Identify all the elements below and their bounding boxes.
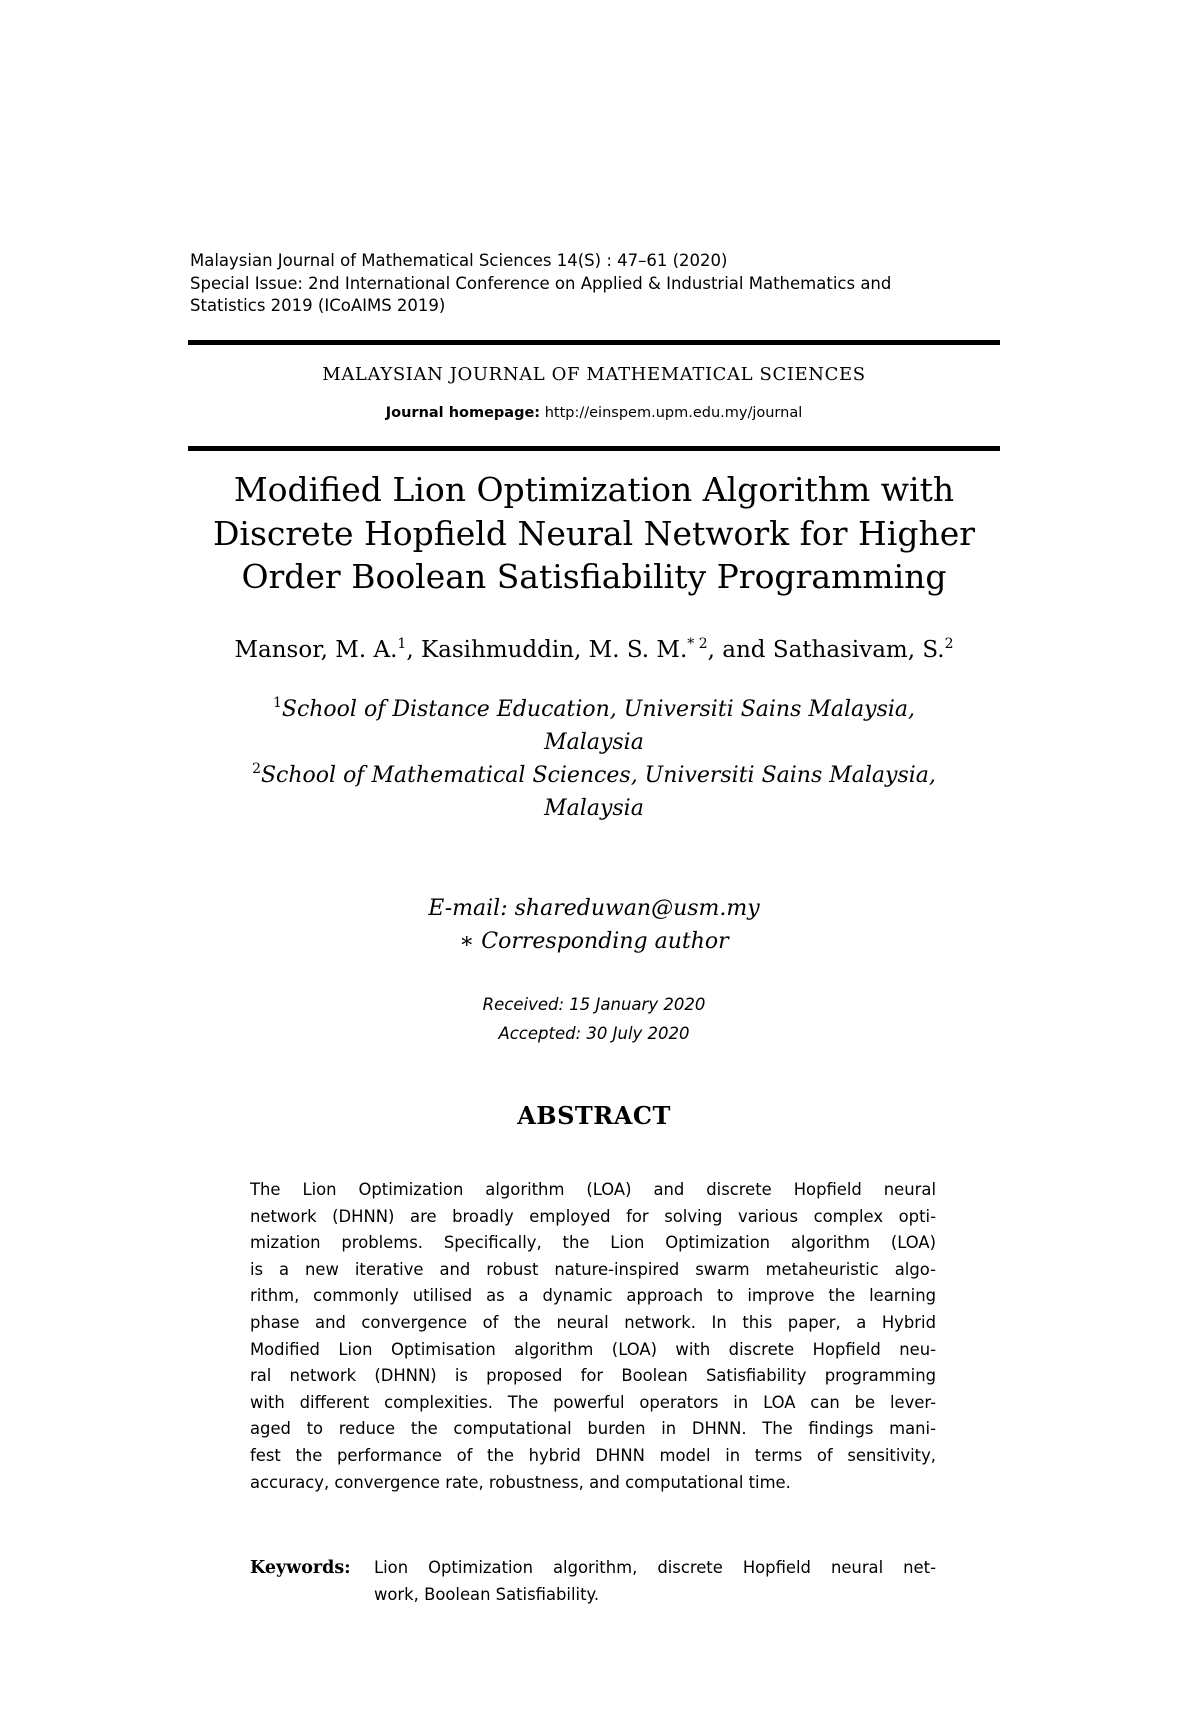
abstract-line: accuracy, convergence rate, robustness, and computational time. bbox=[250, 1472, 791, 1492]
journal-info-line: Malaysian Journal of Mathematical Sciences 14(S) : 47–61 (2020) bbox=[190, 251, 728, 270]
author-name: Kasihmuddin, M. S. M. bbox=[420, 637, 688, 663]
abstract-line: with different complexities. The powerful operators in LOA can be lever- bbox=[250, 1392, 936, 1412]
title-line: Order Boolean Satisfiability Programming bbox=[241, 557, 947, 596]
abstract-line: mization problems. Specifically, the Lion Optimization algorithm (LOA) bbox=[250, 1233, 936, 1253]
affiliation-text: School of Mathematical Sciences, Universiti Sains Malaysia, bbox=[260, 763, 936, 788]
article-dates bbox=[188, 990, 1000, 1048]
homepage-label: Journal homepage: bbox=[385, 405, 541, 421]
affiliation-text: School of Distance Education, Universiti Sains Malaysia, bbox=[281, 697, 916, 722]
journal-homepage bbox=[188, 405, 1000, 421]
abstract-line: aged to reduce the computational burden in DHNN. The findings mani- bbox=[250, 1419, 936, 1439]
affiliation-number: 2 bbox=[252, 761, 261, 777]
affiliation-line: Malaysia bbox=[544, 796, 644, 821]
journal-citation-info bbox=[190, 250, 1010, 318]
author-affiliation-mark: * 2 bbox=[687, 636, 708, 652]
abstract-line: rithm, commonly utilised as a dynamic approach to improve the learning bbox=[250, 1286, 936, 1306]
accepted-date: Accepted: 30 July 2020 bbox=[498, 1024, 690, 1043]
author-separator: , and bbox=[707, 637, 773, 663]
abstract-line: fest the performance of the hybrid DHNN model in terms of sensitivity, bbox=[250, 1445, 936, 1465]
abstract-line: phase and convergence of the neural network. In this paper, a Hybrid bbox=[250, 1312, 936, 1332]
abstract-line: Modified Lion Optimisation algorithm (LOA) with discrete Hopfield neu- bbox=[250, 1339, 936, 1359]
contact-info bbox=[188, 892, 1000, 958]
abstract-line: is a new iterative and robust nature-inspired swarm metaheuristic algo- bbox=[250, 1259, 936, 1279]
paper-title bbox=[188, 468, 1000, 599]
title-line: Discrete Hopfield Neural Network for Higher bbox=[212, 513, 976, 553]
author-name: Sathasivam, S. bbox=[772, 637, 945, 663]
author-name: Mansor, M. A. bbox=[234, 637, 398, 663]
affiliation-list bbox=[188, 693, 1000, 825]
homepage-url-link[interactable]: http://einspem.upm.edu.my/journal bbox=[544, 405, 803, 421]
email-line: E-mail: shareduwan@usm.my bbox=[428, 896, 760, 921]
title-line: Modified Lion Optimization Algorithm with bbox=[233, 470, 955, 509]
author-affiliation-mark: 2 bbox=[944, 636, 954, 652]
abstract-body bbox=[250, 1177, 936, 1496]
journal-info-line: Special Issue: 2nd International Conference on Applied & Industrial Mathematics and bbox=[190, 273, 892, 293]
header-rule-top bbox=[188, 340, 1000, 345]
author-list bbox=[150, 637, 1038, 663]
keywords-line: Lion Optimization algorithm, discrete Hopfield neural net- bbox=[374, 1558, 936, 1577]
affiliation-line bbox=[188, 759, 1000, 792]
abstract-line: ral network (DHNN) is proposed for Boolean Satisfiability programming bbox=[250, 1366, 936, 1386]
author-affiliation-mark: 1 bbox=[397, 636, 407, 652]
affiliation-line bbox=[188, 693, 1000, 726]
journal-info-line: Statistics 2019 (ICoAIMS 2019) bbox=[190, 296, 446, 315]
corresponding-author-note: ∗ Corresponding author bbox=[459, 929, 729, 954]
author-separator: , bbox=[406, 637, 421, 663]
affiliation-number: 1 bbox=[272, 695, 282, 711]
journal-name: MALAYSIAN JOURNAL OF MATHEMATICAL SCIENCES bbox=[322, 364, 866, 385]
keywords-line: work, Boolean Satisfiability. bbox=[374, 1584, 600, 1604]
abstract-line: network (DHNN) are broadly employed for solving various complex opti- bbox=[250, 1206, 936, 1226]
abstract-heading: ABSTRACT bbox=[517, 1101, 671, 1130]
keywords-text bbox=[374, 1555, 936, 1608]
received-date: Received: 15 January 2020 bbox=[482, 995, 706, 1014]
abstract-line: The Lion Optimization algorithm (LOA) and discrete Hopfield neural bbox=[250, 1180, 936, 1199]
keywords-label: Keywords: bbox=[250, 1558, 351, 1578]
affiliation-line: Malaysia bbox=[544, 730, 644, 755]
header-rule-bottom bbox=[188, 446, 1000, 451]
